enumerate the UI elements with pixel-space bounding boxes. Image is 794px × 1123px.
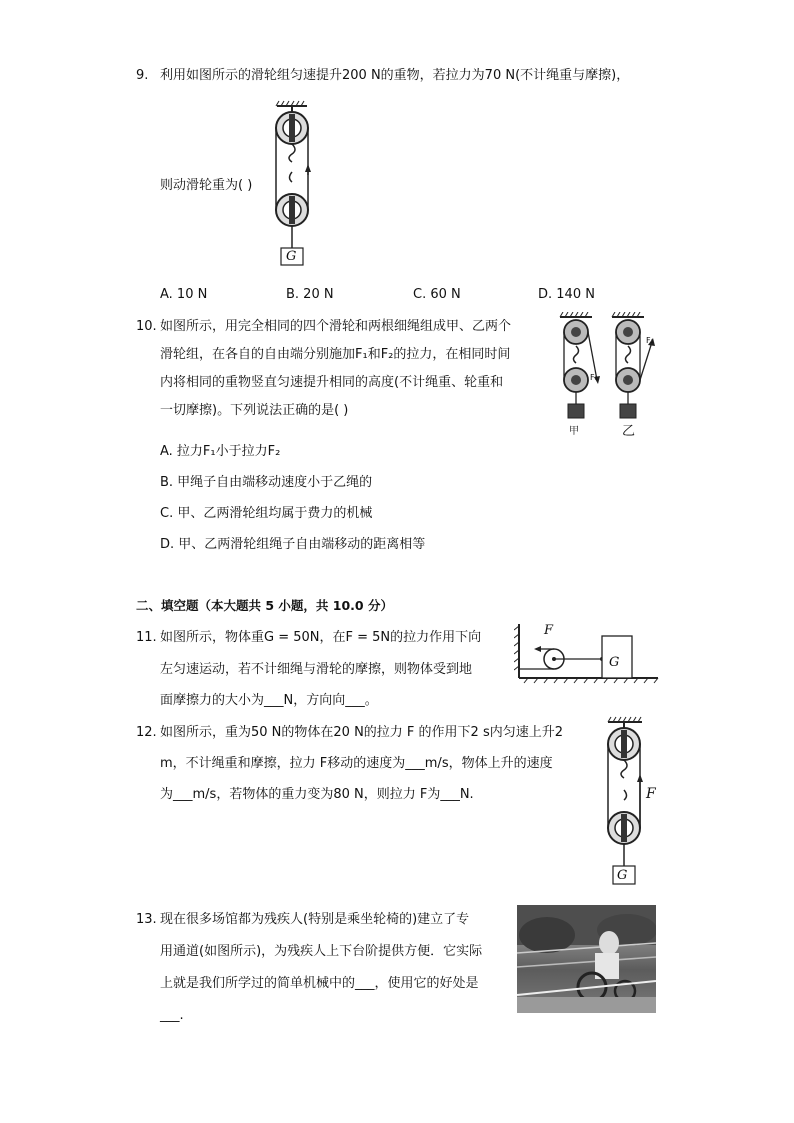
q12-number: 12. — [136, 725, 157, 740]
q10-line-3: 内将相同的重物竖直匀速提升相同的高度(不计绳重、轮重和 — [160, 375, 504, 390]
q9-stem-continued: 则动滑轮重为( ) — [160, 178, 253, 193]
q11-line-1: 如图所示，物体重G = 50N，在F = 5N的拉力作用下向 — [160, 630, 482, 645]
q13-line-1: 现在很多场馆都为残疾人(特别是乘坐轮椅的)建立了专 — [160, 912, 470, 927]
q10-pulley-figure — [552, 312, 672, 437]
q10-number: 10. — [136, 319, 157, 334]
q9-weight-label: G — [286, 249, 297, 264]
q10-option-a: A. 拉力F₁小于拉力F₂ — [160, 444, 281, 459]
q9-pulley-figure — [262, 100, 322, 270]
q12-line-2: m，不计绳重和摩擦，拉力 F移动的速度为___m/s，物体上升的速度 — [160, 756, 553, 771]
q11-figure — [514, 622, 660, 684]
q11-line-3: 面摩擦力的大小为___N，方向向___。 — [160, 693, 378, 708]
q10-option-b: B. 甲绳子自由端移动速度小于乙绳的 — [160, 475, 373, 490]
q13-line-4: ___. — [160, 1008, 184, 1023]
q12-force-label: F — [646, 786, 656, 802]
q9-number: 9. — [136, 68, 149, 83]
q10-jia-label: 甲 — [569, 426, 579, 437]
q10-yi-label: 乙 — [622, 424, 636, 439]
q9-option-c: C. 60 N — [413, 287, 461, 302]
q12-pulley-figure — [596, 716, 656, 888]
q11-weight-label: G — [609, 655, 620, 670]
q12-line-1: 如图所示，重为50 N的物体在20 N的拉力 F 的作用下2 s内匀速上升2 — [160, 725, 563, 740]
q10-option-c: C. 甲、乙两滑轮组均属于费力的机械 — [160, 506, 373, 521]
q10-line-2: 滑轮组，在各自的自由端分别施加F₁和F₂的拉力，在相同时间 — [160, 347, 511, 362]
q9-option-a: A. 10 N — [160, 287, 208, 302]
q11-number: 11. — [136, 630, 157, 645]
q10-option-d: D. 甲、乙两滑轮组绳子自由端移动的距离相等 — [160, 537, 426, 552]
q13-number: 13. — [136, 912, 157, 927]
q9-option-d: D. 140 N — [538, 287, 595, 302]
q12-weight-label: G — [617, 868, 628, 883]
q13-line-2: 用通道(如图所示)，为残疾人上下台阶提供方便．它实际 — [160, 944, 483, 959]
q9-option-b: B. 20 N — [286, 287, 334, 302]
q11-line-2: 左匀速运动，若不计细绳与滑轮的摩擦，则物体受到地 — [160, 662, 473, 677]
section-heading: 二、填空题（本大题共 5 小题，共 10.0 分） — [136, 598, 393, 613]
q12-line-3: 为___m/s，若物体的重力变为80 N，则拉力 F为___N. — [160, 787, 474, 802]
q10-f1-label: F₁ — [590, 373, 598, 382]
q9-stem: 利用如图所示的滑轮组匀速提升200 N的重物，若拉力为70 N(不计绳重与摩擦)， — [160, 68, 630, 83]
q11-force-label: F — [544, 623, 554, 638]
q10-line-4: 一切摩擦)。下列说法正确的是( ) — [160, 403, 349, 418]
wheelchair-ramp-photo — [517, 905, 656, 1013]
q10-line-1: 如图所示，用完全相同的四个滑轮和两根细绳组成甲、乙两个 — [160, 319, 512, 334]
q13-line-3: 上就是我们所学过的简单机械中的___，使用它的好处是 — [160, 976, 479, 991]
q10-f2-label: F₂ — [646, 336, 654, 345]
